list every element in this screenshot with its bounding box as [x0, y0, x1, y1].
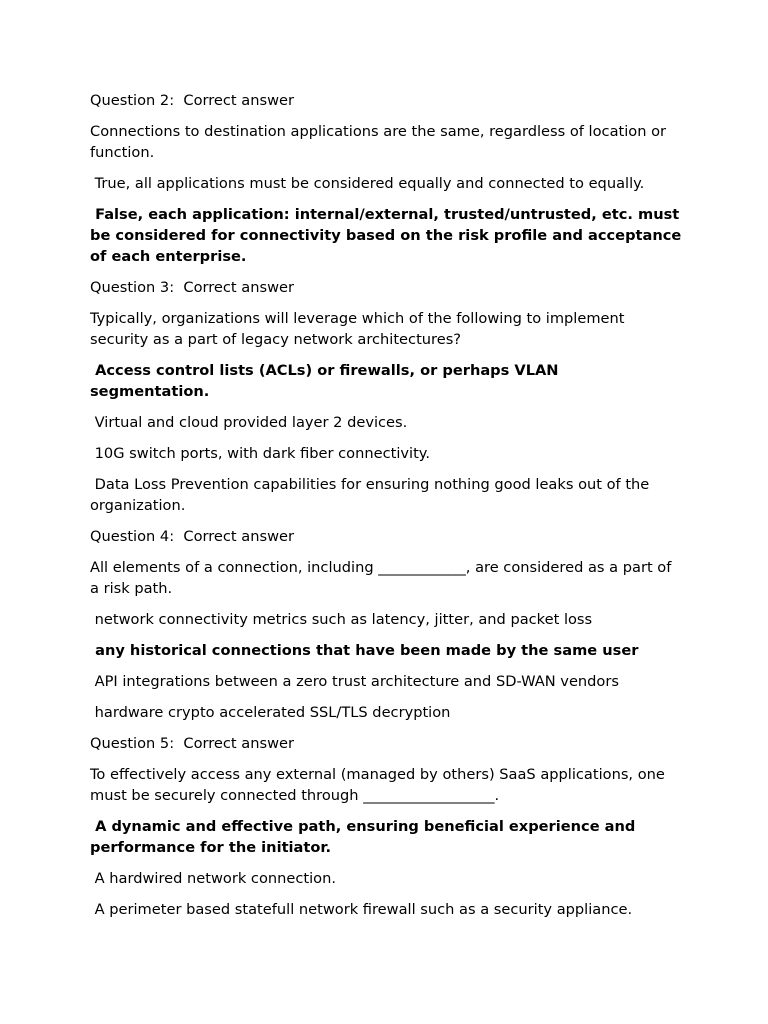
question-block — [90, 277, 682, 516]
question-prompt: To effectively access any external (managed by others) SaaS applications, one must be securely connected through __________________. — [90, 766, 670, 804]
answer-option: Data Loss Prevention capabilities for ensuring nothing good leaks out of the organization. — [90, 476, 654, 514]
answer-option-correct: Access control lists (ACLs) or firewalls, or perhaps VLAN segmentation. — [90, 362, 564, 400]
question-block — [90, 90, 687, 267]
question-prompt: All elements of a connection, including ____________, are considered as a part of a risk path. — [90, 559, 677, 597]
answer-option: A perimeter based statefull network firewall such as a security appliance. — [90, 901, 633, 918]
document-body — [90, 90, 687, 930]
answer-option: API integrations between a zero trust architecture and SD-WAN vendors — [90, 673, 619, 690]
answer-option: True, all applications must be considered equally and connected to equally. — [90, 175, 645, 192]
question-prompt: Connections to destination applications are the same, regardless of location or function. — [90, 123, 671, 161]
question-prompt: Typically, organizations will leverage which of the following to implement security as a part of legacy network architectures? — [90, 310, 630, 348]
answer-option: Virtual and cloud provided layer 2 devices. — [90, 414, 408, 431]
answer-option: hardware crypto accelerated SSL/TLS decryption — [90, 704, 451, 721]
question-heading: Question 5: Correct answer — [90, 735, 295, 752]
answer-option: network connectivity metrics such as latency, jitter, and packet loss — [90, 611, 593, 628]
answer-option-correct: A dynamic and effective path, ensuring beneficial experience and performance for the initiator. — [90, 818, 641, 856]
answer-option-correct: False, each application: internal/external, trusted/untrusted, etc. must be considered for connectivity based on the risk profile and acceptance of each enterprise. — [90, 206, 687, 265]
question-heading: Question 3: Correct answer — [90, 279, 295, 296]
answer-option-correct: any historical connections that have been made by the same user — [90, 642, 639, 659]
question-heading: Question 2: Correct answer — [90, 92, 295, 109]
question-block — [90, 526, 682, 723]
answer-option: 10G switch ports, with dark fiber connectivity. — [90, 445, 430, 462]
question-heading: Question 4: Correct answer — [90, 528, 295, 545]
answer-option: A hardwired network connection. — [90, 870, 336, 887]
question-block — [90, 733, 682, 920]
